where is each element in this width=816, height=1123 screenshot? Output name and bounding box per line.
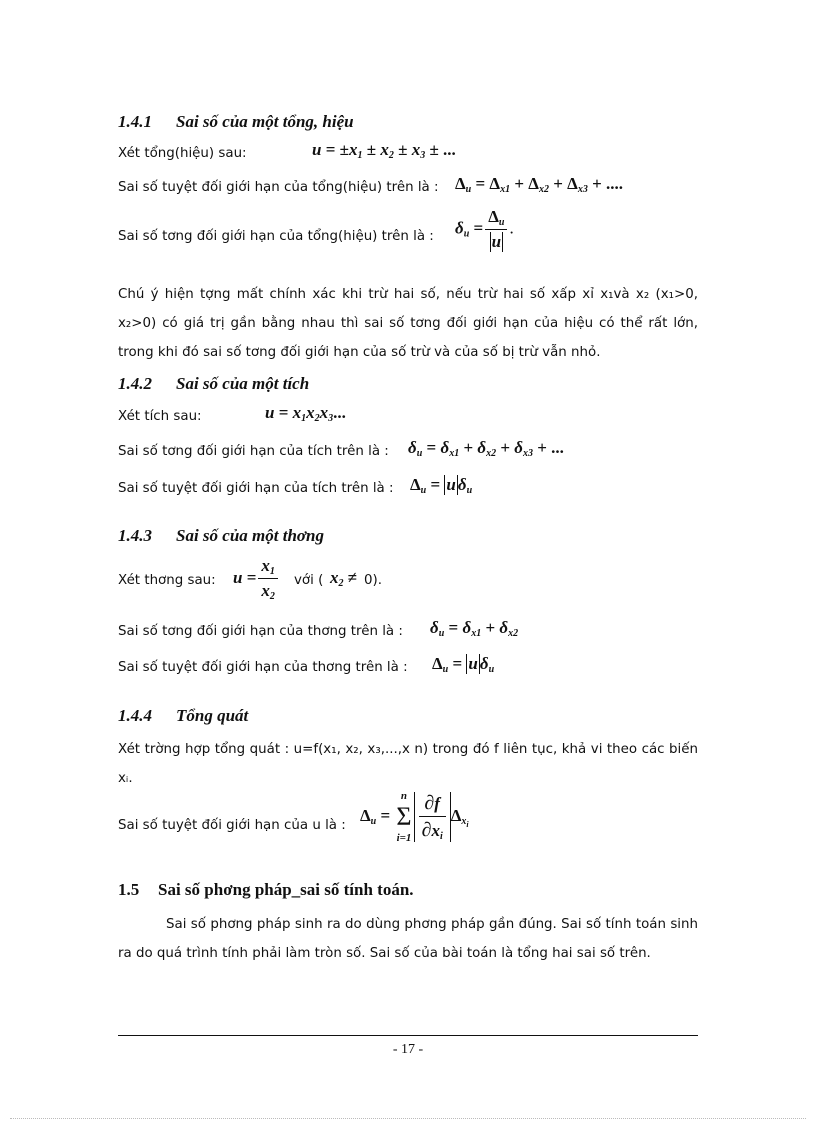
text-line: Sai số tuyệt đối giới hạn của thơng trên là :: [118, 660, 408, 675]
section-heading-1-5: [118, 880, 414, 900]
text-line: Xét tích sau:: [118, 409, 202, 424]
section-number: 1.4.4: [118, 706, 152, 725]
formula-condition: $x_2$ ≠: [330, 568, 358, 589]
section-heading-1-4-4: [118, 706, 248, 726]
section-heading-1-4-3: [118, 526, 324, 546]
paragraph: Chú ý hiện tợng mất chính xác khi trừ hai số, nếu trừ hai số xấp xỉ x₁và x₂ (x₁>0, x₂>0) có giá trị gần bằng nhau thì sai số tơng đối giới hạn của hiệu có thể rất lớn, trong khi đó sai số tơng đối giới hạn của số trừ và của số bị trừ vẫn nhỏ.: [118, 287, 698, 360]
paragraph: Sai số phơng pháp sinh ra do dùng phơng pháp gần đúng. Sai số tính toán sinh ra do quá trình tính phải làm tròn số. Sai số của bài toán là tổng hai sai số trên.: [118, 917, 698, 961]
section-title: Sai số của một thơng: [176, 526, 324, 545]
formula-quotient: u = $\frac{x_1}{x_2}$: [233, 556, 280, 602]
formula-rel-error-quotient: $\delta_u = \delta_{x1} + \delta_{x2}$: [430, 618, 519, 639]
text-line: Sai số tuyệt đối giới hạn của tổng(hiệu) trên là :: [118, 180, 439, 195]
page-number: - 17 -: [392, 1042, 424, 1057]
section-heading-1-4-1: [118, 112, 354, 132]
paragraph: Xét trờng hợp tổng quát : u=f(x₁, x₂, x₃,...,x n) trong đó f liên tục, khả vi theo các biến xᵢ.: [118, 742, 698, 786]
section-number: 1.4.3: [118, 526, 152, 545]
page-bottom-border: [10, 1118, 806, 1119]
formula-abs-error-quotient: $\Delta_u = u$ $\delta_u$: [432, 654, 495, 675]
text-line: Sai số tuyệt đối giới hạn của u là :: [118, 818, 346, 833]
section-title: Sai số của một tích: [176, 374, 310, 393]
text-line: Sai số tuyệt đối giới hạn của tích trên là :: [118, 481, 394, 496]
section-title: Tổng quát: [176, 706, 249, 725]
text-line: Xét thơng sau:: [118, 573, 216, 588]
section-heading-1-4-2: [118, 374, 309, 394]
formula-abs-error-sum: $\Delta_u = \Delta_{x1} + \Delta_{x2} + \Delta_{x3}$ + ....: [455, 174, 623, 195]
text-line: Sai số tơng đối giới hạn của tích trên là :: [118, 444, 389, 459]
section-title: Sai số của một tổng, hiệu: [176, 112, 354, 131]
section-title: Sai số phơng pháp_sai số tính toán.: [158, 880, 414, 899]
text-line: Sai số tơng đối giới hạn của thơng trên là :: [118, 624, 403, 639]
formula-general: $\Delta_u$ = n Σ i=1 $\frac{\partial f}{\partial x_i}$ $\Delta_{x_i}$: [360, 790, 469, 844]
formula-rel-error-sum: $\delta_u$ = $\frac{\Delta_u}{u}$ .: [455, 207, 514, 251]
section-number: 1.5: [118, 880, 140, 899]
text-line: Xét tổng(hiệu) sau:: [118, 146, 247, 161]
text-line: với (: [294, 573, 324, 588]
section-number: 1.4.2: [118, 374, 152, 393]
section-number: 1.4.1: [118, 112, 152, 131]
formula-rel-error-product: $\delta_u = \delta_{x1} + \delta_{x2} + \delta_{x3}$ + ...: [408, 438, 564, 459]
footer-rule: [118, 1035, 698, 1036]
text-line: Sai số tơng đối giới hạn của tổng(hiệu) trên là :: [118, 229, 434, 244]
formula-sum: $u = \pm x_1 \pm x_2 \pm x_3$ ± ...: [312, 140, 456, 161]
formula-product: $u = x_1x_2x_3$...: [265, 403, 346, 424]
formula-abs-error-product: $\Delta_u = u$ $\delta_u$: [410, 475, 473, 496]
text-line: 0).: [364, 573, 383, 588]
